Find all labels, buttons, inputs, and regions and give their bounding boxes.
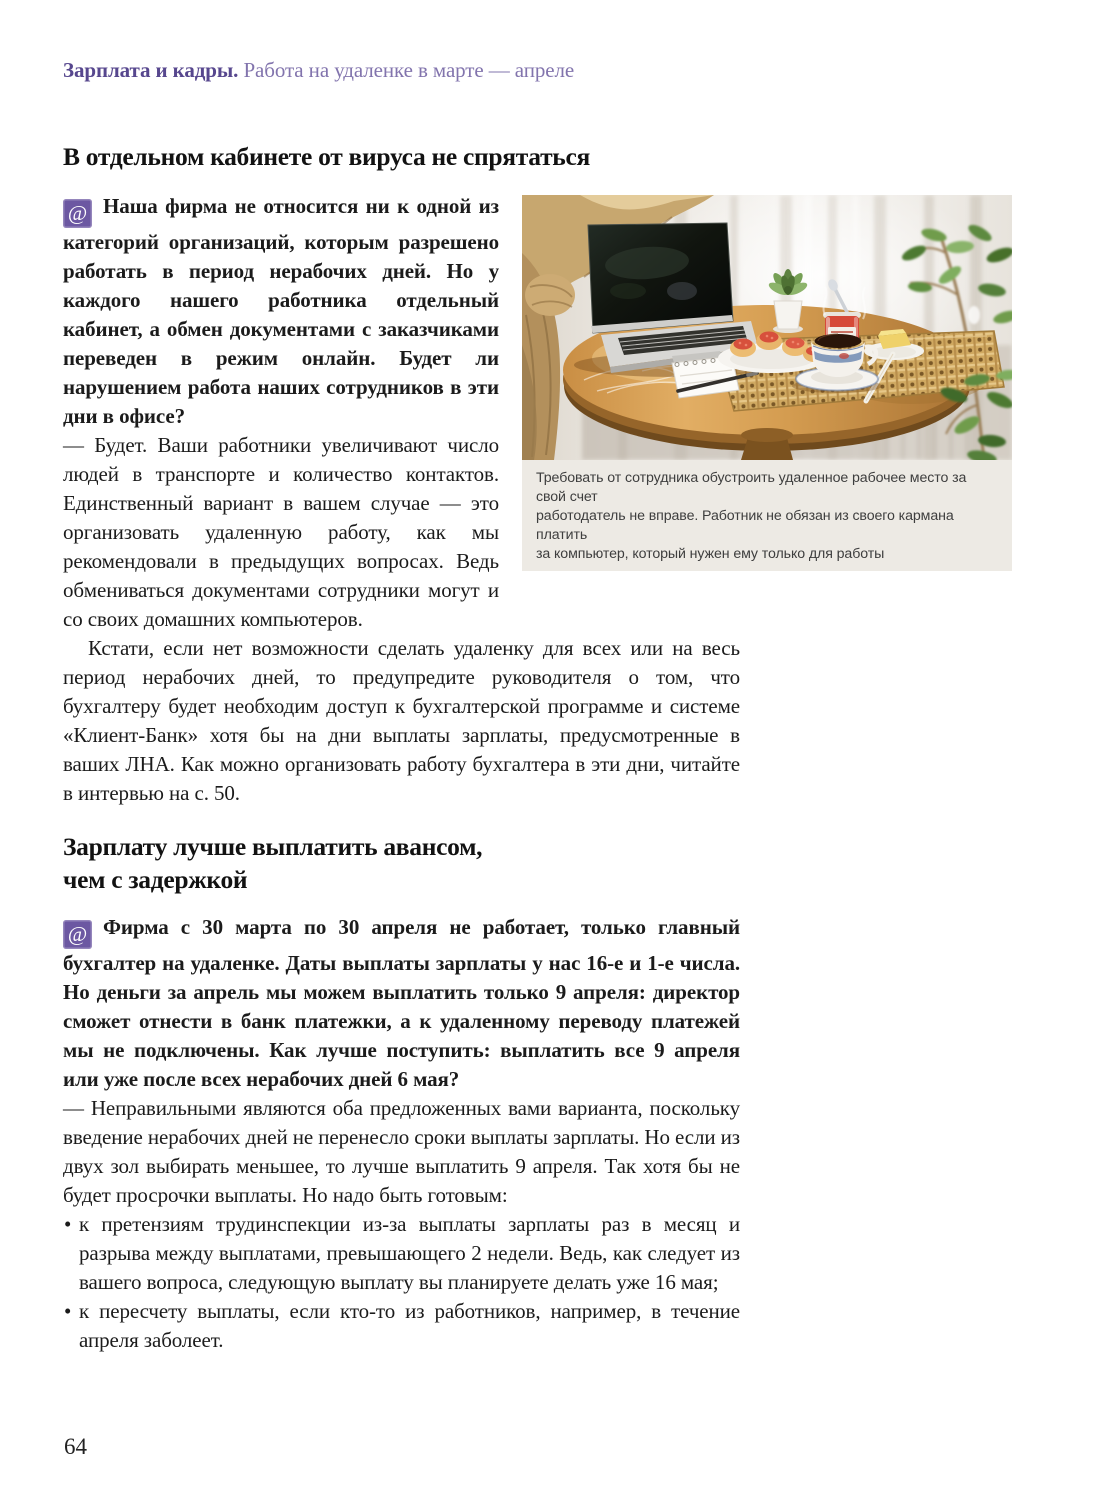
list-item-text: к пересчету выплаты, если кто-то из работников, например, в течение апреля заболеет. xyxy=(79,1299,740,1352)
list-item xyxy=(63,1297,740,1355)
question-2 xyxy=(63,913,740,1094)
section-heading-2-line: чем с задержкой xyxy=(63,865,248,894)
photo-caption xyxy=(522,460,1012,571)
question-2-text: Фирма с 30 марта по 30 апреля не работает, только главный бухгалтер на удаленке. Даты выплаты зарплаты у нас 16-е и 1-е числа. Но деньги за апрель мы можем выплатить только 9 апреля: директор сможет отнести в банк платежки, а к удаленному переводу платежей мы не подключены. Как лучше поступить: выплатить все 9 апреля или уже после всех нерабочих дней 6 мая? xyxy=(63,915,740,1091)
photo-caption-line: Требовать от сотрудника обустроить удаленное рабочее место за свой счет xyxy=(536,470,967,505)
section-heading-2-line: Зарплату лучше выплатить авансом, xyxy=(63,832,483,861)
question-1-text: Наша фирма не относится ни к одной из категорий организаций, которым разрешено работать в период нерабочих дней. Но у каждого нашего работника отдельный кабинет, а обмен документами с заказчиками переведен в режим онлайн. Будет ли нарушением работа наших сотрудников в эти дни в офисе? xyxy=(63,194,499,428)
page-number: 64 xyxy=(64,1434,87,1459)
answer-2: — Неправильными являются оба предложенных вами варианта, поскольку введение нерабочих дней не перенесло сроки выплаты зарплаты. Но если из двух зол выбирать меньшее, то лучше выплатить 9 апреля. Так хотя бы не будет просрочки выплаты. Но надо быть готовым: xyxy=(63,1096,740,1207)
remote-workplace-photo xyxy=(522,195,1012,460)
section-heading-1-text: В отдельном кабинете от вируса не спрятаться xyxy=(63,142,590,171)
photo-illustration xyxy=(522,195,1012,460)
list-item-text: к претензиям трудинспекции из-за выплаты зарплаты раз в месяц и разрыва между выплатами, превышающего 2 недели. Ведь, как следует из вашего вопроса, следующую выплату вы планируете делать уже 16 мая; xyxy=(79,1212,740,1294)
at-icon: @ xyxy=(63,920,92,949)
bullet-list xyxy=(63,1210,740,1355)
section-heading-1 xyxy=(63,140,740,173)
header-topic: Работа на удаленке в марте — апреле xyxy=(243,58,575,82)
header-rubric: Зарплата и кадры. xyxy=(63,58,239,82)
bullet-icon: • xyxy=(64,1299,72,1323)
photo-caption-line: за компьютер, который нужен ему только для работы xyxy=(536,546,885,562)
at-icon: @ xyxy=(63,199,92,228)
running-header xyxy=(63,57,740,83)
answer-1: — Будет. Ваши работники увеличивают число людей в транспорте и количество контактов. Единственный вариант в вашем случае — это организовать удаленную работу, как мы рекомендовали в предыдущих вопросах. Ведь обмениваться документами сотрудники могут и со своих домашних компьютеров. xyxy=(63,433,499,631)
bullet-icon: • xyxy=(64,1212,72,1236)
paragraph-1: Кстати, если нет возможности сделать удаленку для всех или на весь период нерабочих дней, то предупредите руководителя о том, что бухгалтеру будет необходим доступ к бухгалтерской программе и системе «Клиент-Банк» хотя бы на дни выплаты зарплаты, предусмотренные в ваших ЛНА. Как можно организовать работу бухгалтера в эти дни, читайте в интервью на с. 50. xyxy=(63,636,740,805)
photo-caption-line: работодатель не вправе. Работник не обязан из своего кармана платить xyxy=(536,508,954,543)
section-heading-2 xyxy=(63,830,740,896)
list-item xyxy=(63,1210,740,1297)
article-figure xyxy=(522,195,1012,571)
page-content xyxy=(63,57,967,1355)
